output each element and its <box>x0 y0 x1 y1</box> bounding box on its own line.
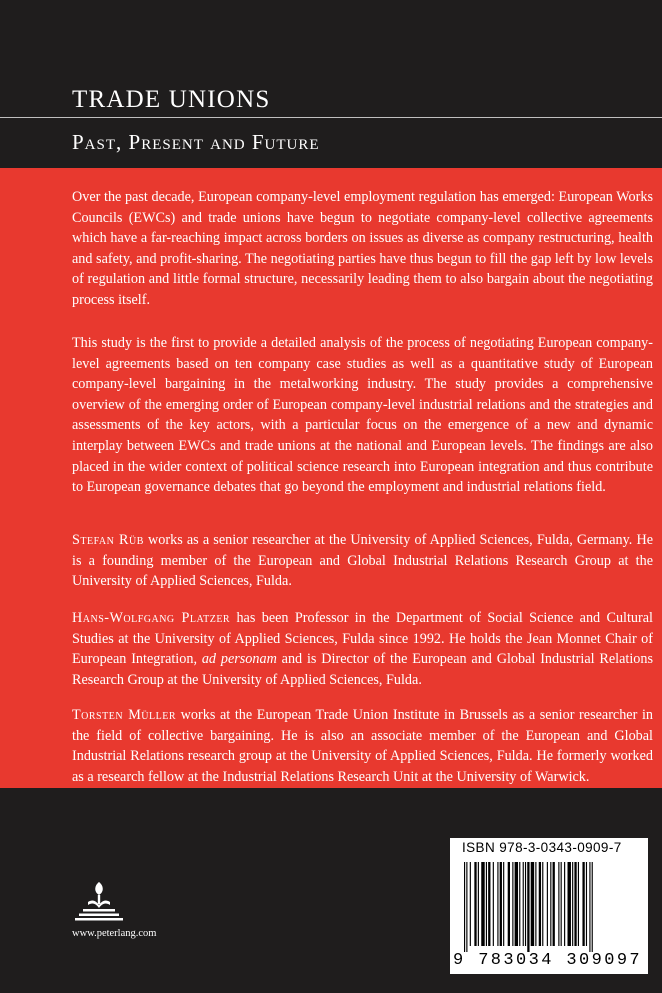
title-divider <box>0 117 662 118</box>
barcode-bar <box>464 862 465 952</box>
author-name: Stefan Rüb <box>72 532 144 548</box>
barcode-bar <box>466 862 467 952</box>
barcode-bar <box>564 862 565 946</box>
barcode-digits: 9 783034 309097 <box>453 951 643 970</box>
barcode-bar <box>481 862 484 946</box>
barcode-bar <box>474 862 476 946</box>
barcode-bar <box>535 862 536 946</box>
description-paragraph-1: Over the past decade, European company-level employment regulation has emerged: European Works Councils (EWCs) and trade unions have begun to negotiate company-level collective agreements which have a far-reaching impact across borders on issues as diverse as company restructuring, health and safety, and profit-sharing. The negotiating parties have thus begun to fill the gap left by low levels of regulation and little formal structure, necessarily leading them to also bargain about the negotiating process itself. <box>72 189 653 308</box>
author-name: Torsten Müller <box>72 707 177 723</box>
author-bio-2 <box>72 608 653 690</box>
barcode-bar <box>497 862 498 946</box>
barcode-bar <box>512 862 513 946</box>
barcode-bar <box>523 862 524 946</box>
barcode-bar <box>574 862 576 946</box>
barcode-bar <box>582 862 584 946</box>
author-bio-text: and is Director of the European and Global Industrial Relations Research Group at the University of Applied Sciences, Fulda. <box>72 651 653 688</box>
isbn-label: ISBN 978-3-0343-0909-7 <box>462 840 622 855</box>
barcode-bars <box>464 862 636 952</box>
barcode-bar <box>486 862 487 946</box>
author-bio-text: works at the European Trade Union Institute in Brussels as a senior researcher in the field of collective bargaining. He is also an associate member of the European and Global Industrial Relations research group at the University of Applied Sciences, Fulda. He formerly worked as a research fellow at the Industrial Relations Research Unit at the University of Warwick. <box>72 707 653 785</box>
barcode-bar <box>508 862 510 946</box>
barcode-bar <box>586 862 587 946</box>
barcode-bar <box>578 862 579 946</box>
barcode-bar <box>493 862 494 946</box>
barcode-bar <box>478 862 479 946</box>
peter-lang-logo-icon <box>71 880 127 922</box>
barcode-bar <box>503 862 504 946</box>
author-bio-text: works as a senior researcher at the University of Applied Sciences, Fulda, Germany. He is a founding member of the European and Global Industrial Relations Research Group at the University of Applied Sciences, Fulda. <box>72 532 653 590</box>
barcode-bar <box>500 862 502 946</box>
barcode-bar <box>519 862 520 946</box>
book-subtitle: Past, Present and Future <box>72 130 320 154</box>
author-bio-1 <box>72 530 653 592</box>
publisher-website: www.peterlang.com <box>72 928 157 939</box>
barcode-bar <box>550 862 551 946</box>
series-title: TRADE UNIONS <box>72 86 271 113</box>
barcode-bar <box>515 862 518 946</box>
barcode-bar <box>572 862 573 946</box>
author-name: Hans-Wolfgang Platzer <box>72 610 231 626</box>
barcode-bar <box>539 862 541 946</box>
barcode-bar <box>488 862 490 946</box>
description-paragraph-2: This study is the first to provide a detailed analysis of the process of negotiating European company-level agreements based on ten company case studies as well as a quantitative study of European company-level bargaining in the metalworking industry. The study provides a comprehensive overview of the emerging order of European company-level industrial relations and the strategies and assessments of the key actors, with a particular focus on the emergence of a new and dynamic interplay between EWCs and trade unions at the national and European levels. The findings are also placed in the wider context of political science research into European integration and thus contribute to European governance debates that go beyond the employment and industrial relations field. <box>72 335 653 496</box>
barcode-bar <box>470 862 471 946</box>
barcode-bar <box>547 862 548 946</box>
barcode-bar <box>561 862 562 946</box>
author-bio-text: has been Professor in the Department of Social Science and Cultural Studies at the University of Applied Sciences, Fulda since 1992. He holds the Jean Monnet Chair of European Integration, <box>72 610 653 668</box>
barcode-bar <box>589 862 590 952</box>
isbn-barcode <box>450 838 648 974</box>
author-bio-3 <box>72 705 653 787</box>
author-bio-italic: ad personam <box>201 651 277 668</box>
barcode-bar <box>525 862 526 946</box>
barcode-bar <box>531 862 534 946</box>
barcode-bar <box>527 862 529 952</box>
barcode-bar <box>568 862 571 946</box>
barcode-bar <box>542 862 543 946</box>
barcode-bar <box>558 862 559 946</box>
barcode-bar <box>553 862 555 946</box>
barcode-bar <box>592 862 593 952</box>
